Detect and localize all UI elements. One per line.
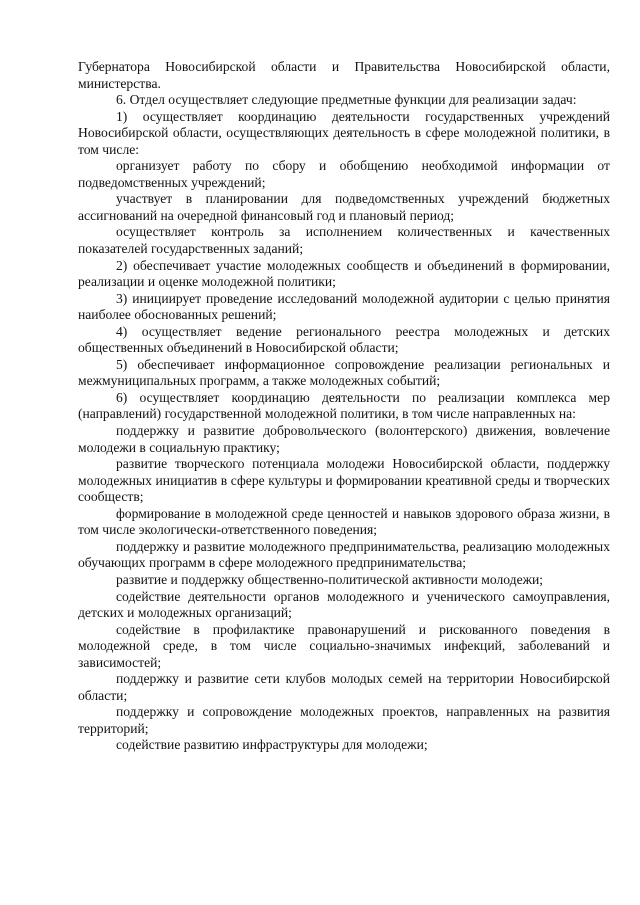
paragraph-subitem-6-i: поддержку и сопровождение молодежных проектов, направленных на развития территорий;	[78, 704, 610, 736]
paragraph-subitem-6-a: поддержку и развитие добровольческого (волонтерского) движения, вовлечение молодежи в социальную практику;	[78, 423, 610, 455]
paragraph-subitem-6-e: развитие и поддержку общественно-политической активности молодежи;	[116, 571, 544, 587]
paragraph-item-6: 6. Отдел осуществляет следующие предметные функции для реализации задач:	[116, 92, 577, 108]
paragraph-subitem-1-c: осуществляет контроль за исполнением количественных и качественных показателей государственных заданий;	[78, 224, 610, 257]
paragraph-subitem-6-j: содействие развитию инфраструктуры для молодежи;	[116, 737, 428, 753]
document-page	[78, 59, 610, 754]
paragraph-subitem-6: 6) осуществляет координацию деятельности по реализации комплекса мер (направлений) государственной молодежной политики, в том числе направленных на:	[78, 389, 610, 422]
paragraph-subitem-6-g: содействие в профилактике правонарушений и рискованного поведения в молодежной среде, в том числе социально-значимых инфекций, заболеваний и зависимостей;	[78, 621, 610, 670]
paragraph-subitem-6-d: поддержку и развитие молодежного предпринимательства, реализацию молодежных обучающих программ в сфере молодежного предпринимательства;	[78, 538, 610, 571]
paragraph-subitem-3: 3) инициирует проведение исследований молодежной аудитории с целью принятия наиболее обоснованных решений;	[78, 290, 610, 323]
paragraph-subitem-4: 4) осуществляет ведение регионального реестра молодежных и детских общественных объединений в Новосибирской области;	[78, 323, 610, 356]
paragraph-subitem-1-b: участвует в планировании для подведомственных учреждений бюджетных ассигнований на очередной финансовый год и плановый период;	[78, 191, 610, 223]
paragraph-subitem-6-c: формирование в молодежной среде ценностей и навыков здорового образа жизни, в том числе экологически-ответственного поведения;	[78, 505, 610, 538]
paragraph-subitem-6-h: поддержку и развитие сети клубов молодых семей на территории Новосибирской области;	[78, 671, 610, 703]
paragraph-subitem-6-b: развитие творческого потенциала молодежи Новосибирской области, поддержку молодежных инициатив в сфере культуры и формировании креативной среды и творческих сообществ;	[78, 456, 610, 505]
paragraph-continuation: Губернатора Новосибирской области и Правительства Новосибирской области, министерства.	[78, 59, 610, 91]
paragraph-subitem-5: 5) обеспечивает информационное сопровождение реализации региональных и межмуниципальных программ, а также молодежных событий;	[78, 356, 610, 389]
paragraph-subitem-6-f: содействие деятельности органов молодежного и ученического самоуправления, детских и молодежных организаций;	[78, 588, 610, 621]
paragraph-subitem-1-a: организует работу по сбору и обобщению необходимой информации от подведомственных учреждений;	[78, 158, 610, 190]
paragraph-subitem-1: 1) осуществляет координацию деятельности государственных учреждений Новосибирской области, осуществляющих деятельность в сфере молодежной политики, в том числе:	[78, 108, 610, 157]
paragraph-subitem-2: 2) обеспечивает участие молодежных сообществ и объединений в формировании, реализации и оценке молодежной политики;	[78, 257, 610, 290]
